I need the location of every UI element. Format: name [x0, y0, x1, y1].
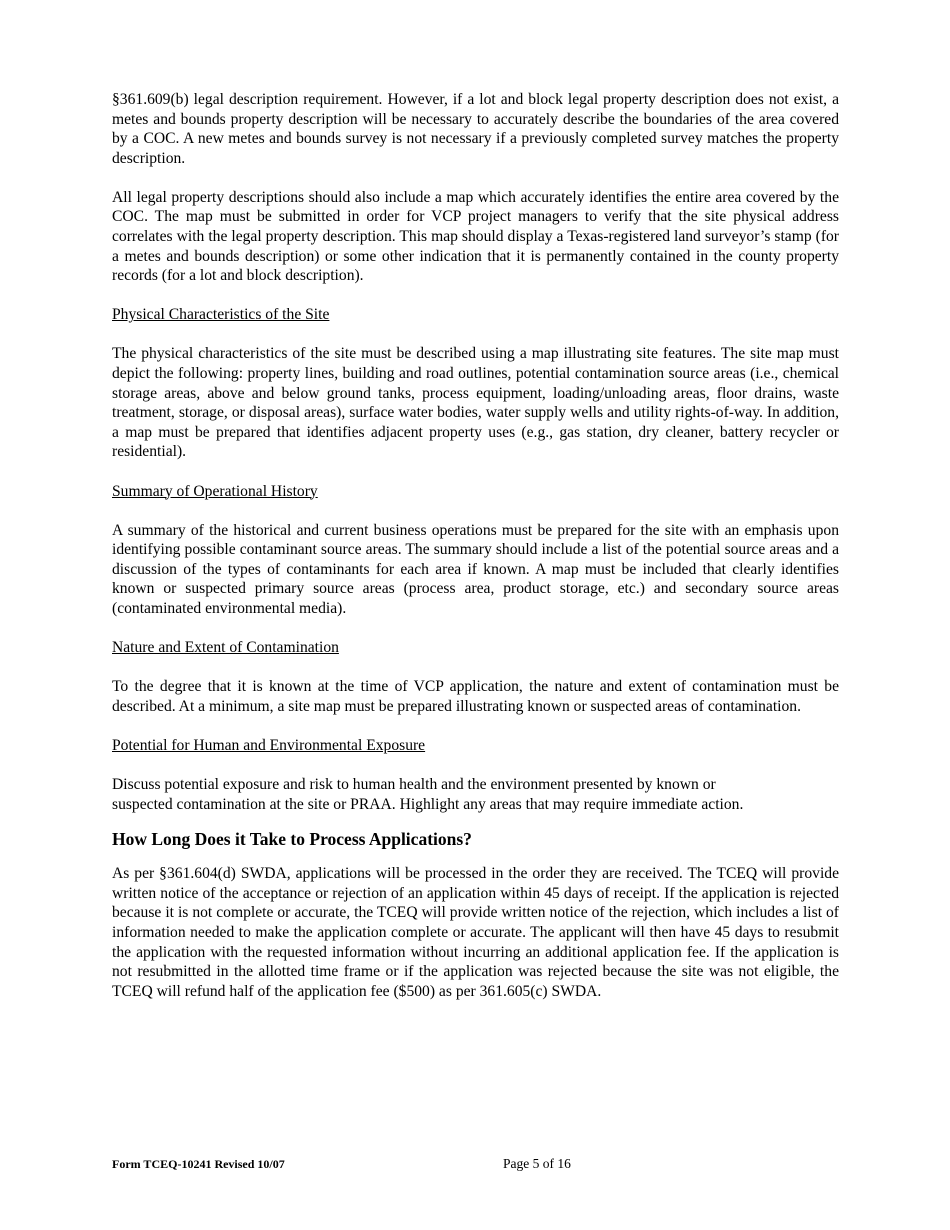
- paragraph-legal-description: §361.609(b) legal description requirement. However, if a lot and block legal property description does not exist, a metes and bounds property description will be necessary to accurately describe the boundaries of the area covered by a COC. A new metes and bounds survey is not necessary if a previously completed survey matches the property description.: [112, 91, 839, 167]
- paragraph-nature-extent: To the degree that it is known at the time of VCP application, the nature and extent of contamination must be described. At a minimum, a site map must be prepared illustrating known or suspected areas of contamination.: [112, 678, 839, 715]
- exposure-line-1: Discuss potential exposure and risk to human health and the environment presented by known or: [112, 775, 716, 793]
- paragraph-physical-characteristics: The physical characteristics of the site must be described using a map illustrating site features. The site map must depict the following: property lines, building and road outlines, potential contamination source areas (i.e., chemical storage areas, above and below ground tanks, process equipment, loading/unloading areas, floor drains, waste treatment, storage, or disposal areas), surface water bodies, water supply wells and utility rights-of-way. In addition, a map must be prepared that identifies adjacent property uses (e.g., gas station, dry cleaner, battery recycler or residential).: [112, 345, 839, 461]
- footer-page-number: Page 5 of 16: [503, 1156, 571, 1171]
- document-page: [112, 90, 839, 1001]
- exposure-line-2: suspected contamination at the site or PRAA. Highlight any areas that may require immediate action.: [112, 795, 744, 813]
- paragraph-operational-history: A summary of the historical and current business operations must be prepared for the site with an emphasis upon identifying possible contaminant source areas. The summary should include a list of the potential source areas and a discussion of the types of contaminants for each area if known. A map must be included that clearly identifies known or suspected primary source areas (process area, product storage, etc.) and secondary source areas (contaminated environmental media).: [112, 521, 839, 617]
- footer-form-id: Form TCEQ-10241 Revised 10/07: [112, 1157, 285, 1171]
- heading-nature-extent: Nature and Extent of Contamination: [112, 639, 339, 657]
- paragraph-exposure: [112, 775, 839, 814]
- heading-operational-history: Summary of Operational History: [112, 482, 318, 500]
- heading-physical-characteristics: Physical Characteristics of the Site: [112, 306, 330, 324]
- heading-exposure: Potential for Human and Environmental Exposure: [112, 736, 426, 754]
- paragraph-process-applications: As per §361.604(d) SWDA, applications will be processed in the order they are received. The TCEQ will provide written notice of the acceptance or rejection of an application within 45 days of receipt. If the application is rejected because it is not complete or accurate, the TCEQ will provide written notice of the rejection, which includes a list of information needed to make the application complete or accurate. The applicant will then have 45 days to resubmit the application with the requested information without incurring an additional application fee. If the application is not resubmitted in the allotted time frame or if the application was rejected because the site was not eligible, the TCEQ will refund half of the application fee ($500) as per 361.605(c) SWDA.: [112, 865, 839, 1000]
- section-title-process-applications: How Long Does it Take to Process Applications?: [112, 829, 472, 850]
- paragraph-property-map: All legal property descriptions should also include a map which accurately identifies the entire area covered by the COC. The map must be submitted in order for VCP project managers to verify that the site physical address correlates with the legal property description. This map should display a Texas-registered land surveyor’s stamp (for a metes and bounds description) or some other indication that it is permanently contained in the county property records (for a lot and block description).: [112, 188, 839, 285]
